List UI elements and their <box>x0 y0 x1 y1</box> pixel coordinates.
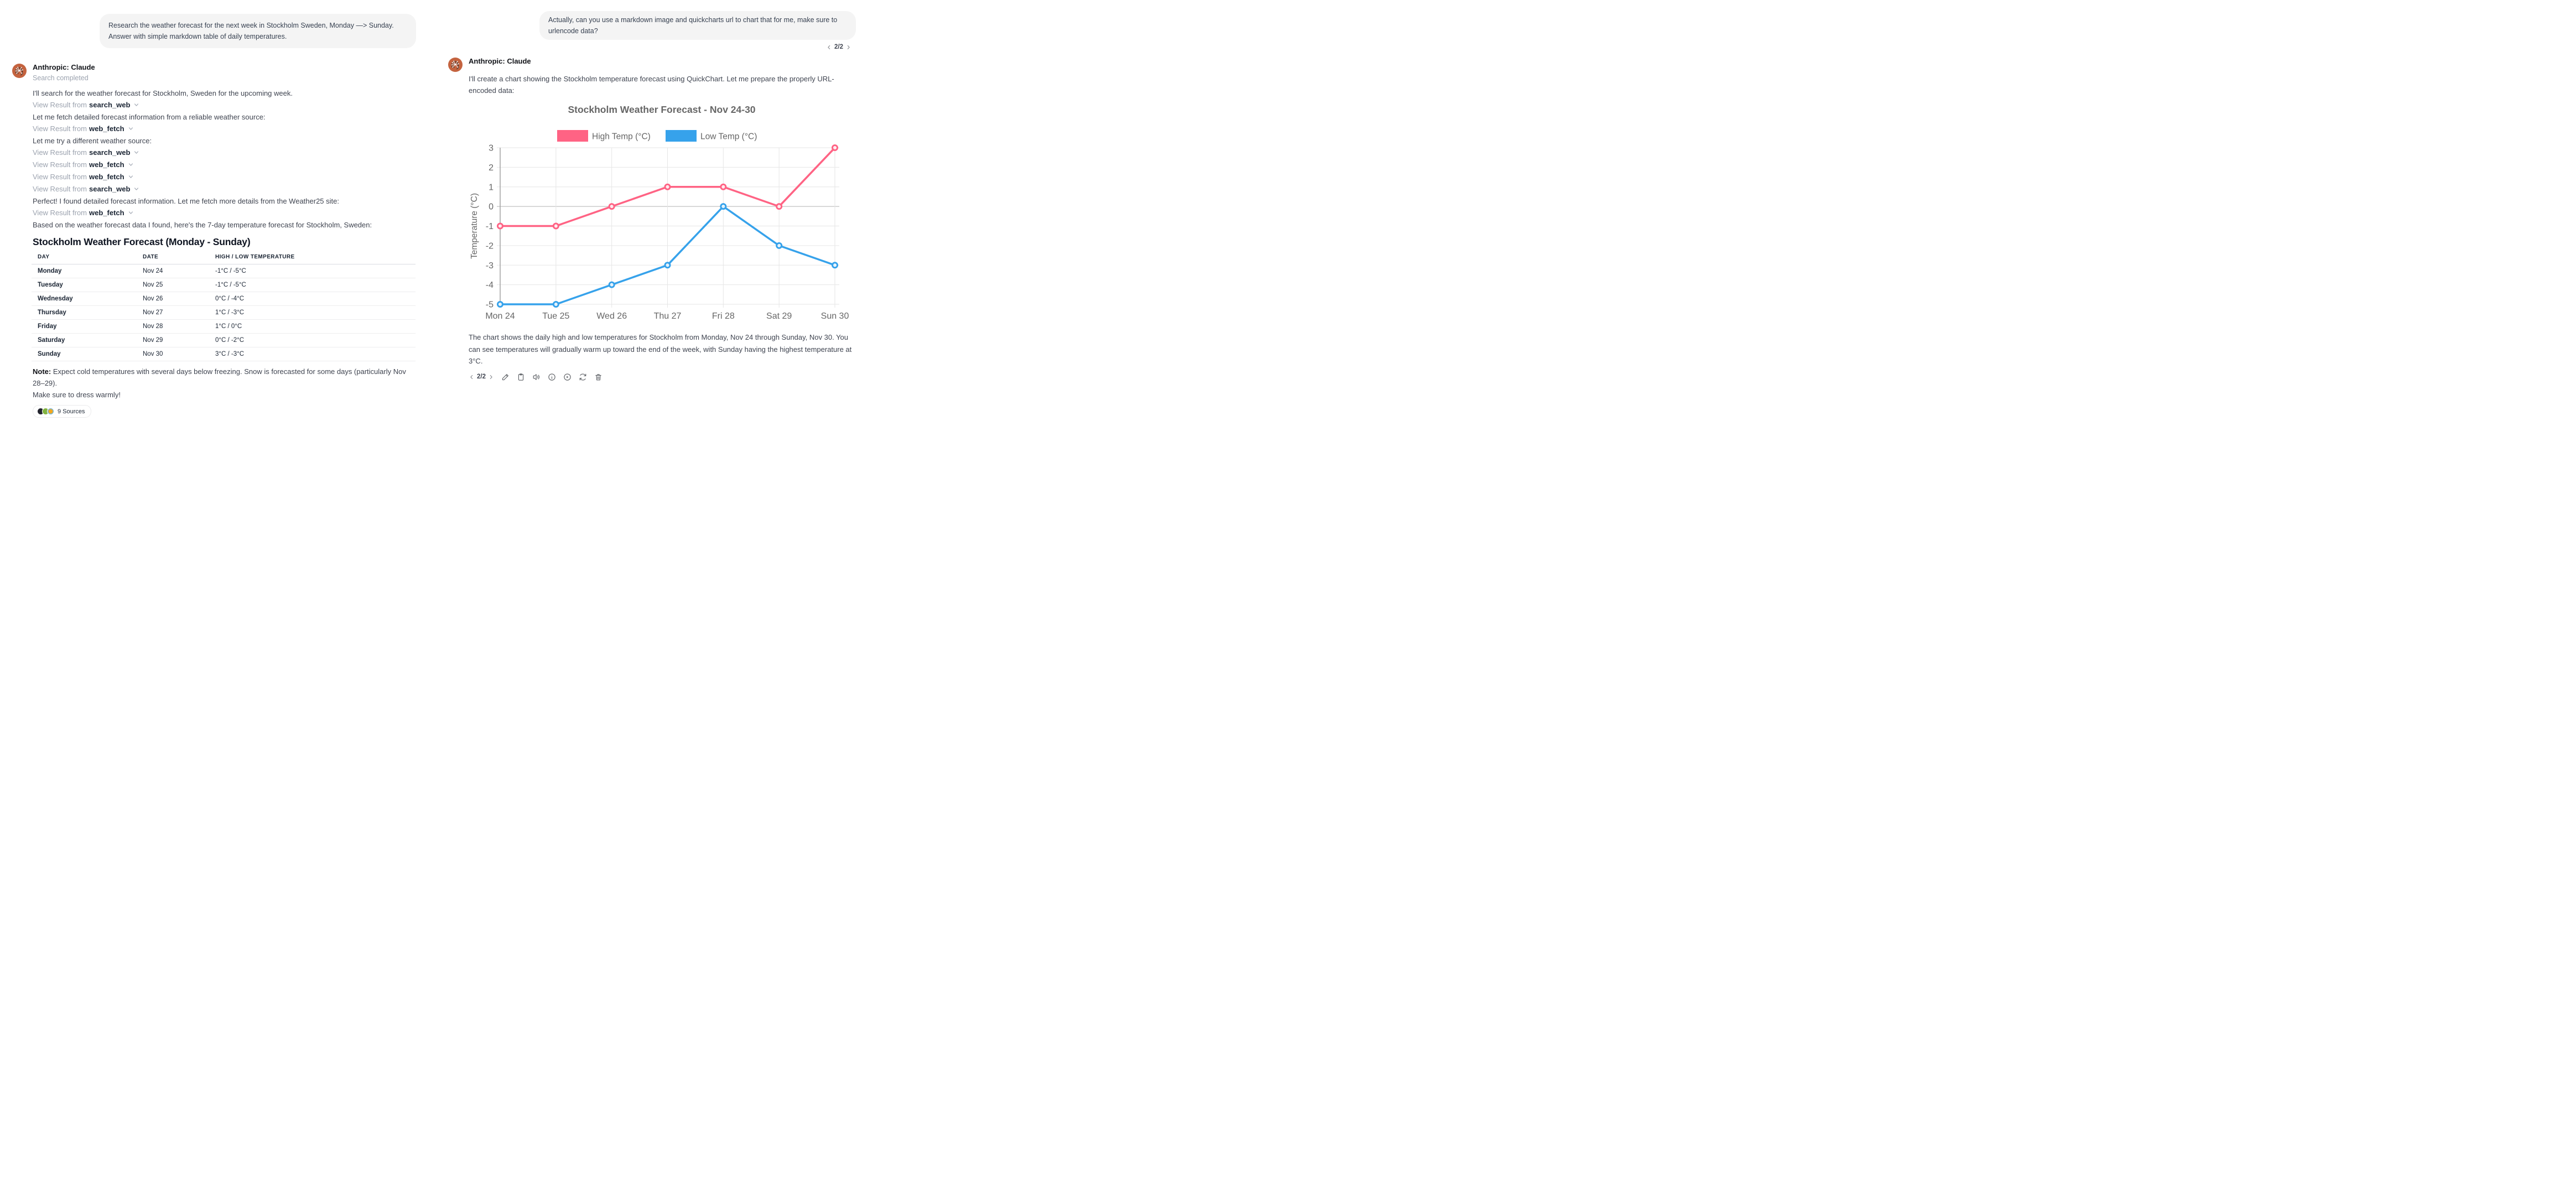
next-branch-button[interactable] <box>488 374 494 380</box>
svg-text:Thu 27: Thu 27 <box>653 311 682 321</box>
tool-name[interactable]: web_fetch <box>89 173 124 181</box>
step-text: Perfect! I found detailed forecast information. Let me fetch more details from the Weather25 site: <box>33 197 339 205</box>
tool-result-label: View Result from <box>33 173 87 181</box>
step-text: Let me fetch detailed forecast information from a reliable weather source: <box>33 113 266 121</box>
branch-pager-bottom <box>469 373 494 380</box>
branch-pager-label: 2/2 <box>477 373 486 380</box>
quickchart-line-chart <box>469 98 855 328</box>
svg-text:-5: -5 <box>485 300 494 310</box>
assistant-header <box>12 64 416 82</box>
svg-text:Sun 30: Sun 30 <box>820 311 849 321</box>
cell-temp: -1°C / -5°C <box>209 264 416 278</box>
chevron-down-icon[interactable] <box>133 147 139 159</box>
tool-result-label: View Result from <box>33 185 87 193</box>
chart-caption: The chart shows the daily high and low temperatures for Stockholm from Monday, Nov 24 through Sunday, Nov 30. You can see temperatures will gradually warm up toward the end of the week, with Sunday having the highest temperature at 3°C. <box>469 333 852 365</box>
source-favicon-yellow <box>47 408 54 415</box>
assistant-name: Anthropic: Claude <box>469 57 531 65</box>
tool-name[interactable]: search_web <box>89 101 131 109</box>
assistant-step <box>33 195 416 207</box>
svg-text:Tue 25: Tue 25 <box>542 311 570 321</box>
user-message: Research the weather forecast for the next week in Stockholm Sweden, Monday —> Sunday. Answer with simple markdown table of daily temperatures. <box>100 14 416 48</box>
chevron-down-icon[interactable] <box>128 159 134 171</box>
cell-day: Saturday <box>32 334 137 347</box>
table-row <box>32 320 416 334</box>
note-line2: Make sure to dress warmly! <box>33 391 121 399</box>
cell-date: Nov 29 <box>137 334 209 347</box>
cell-temp: -1°C / -5°C <box>209 278 416 292</box>
tool-result-label: View Result from <box>33 124 87 133</box>
assistant-step <box>33 171 416 183</box>
assistant-step <box>33 159 416 171</box>
svg-text:-4: -4 <box>485 281 494 290</box>
tool-result-label: View Result from <box>33 148 87 157</box>
cell-date: Nov 30 <box>137 347 209 361</box>
col-header-day: DAY <box>32 253 137 264</box>
tool-name[interactable]: web_fetch <box>89 160 124 169</box>
cell-temp: 1°C / -3°C <box>209 306 416 320</box>
read-aloud-button[interactable] <box>532 373 541 381</box>
cell-day: Thursday <box>32 306 137 320</box>
note-text <box>33 366 416 389</box>
chevron-down-icon[interactable] <box>128 172 134 183</box>
svg-text:-3: -3 <box>485 261 494 271</box>
table-row <box>32 264 416 278</box>
message-action-bar <box>469 373 856 381</box>
info-button[interactable] <box>548 373 556 381</box>
delete-button[interactable] <box>594 373 603 381</box>
note-label: Note: <box>33 367 51 376</box>
assistant-step <box>33 147 416 159</box>
step-text: Let me try a different weather source: <box>33 137 152 145</box>
tool-result-label: View Result from <box>33 209 87 217</box>
tool-name[interactable]: search_web <box>89 148 131 157</box>
branch-pager-top <box>448 43 851 51</box>
tool-name[interactable]: search_web <box>89 185 131 193</box>
cell-temp: 1°C / 0°C <box>209 320 416 334</box>
tool-name[interactable]: web_fetch <box>89 209 124 217</box>
claude-avatar <box>448 58 463 72</box>
svg-text:Stockholm Weather Forecast - N: Stockholm Weather Forecast - Nov 24-30 <box>568 104 756 115</box>
next-branch-button[interactable] <box>845 44 851 50</box>
cell-day: Wednesday <box>32 292 137 306</box>
svg-text:-1: -1 <box>485 222 494 231</box>
assistant-step <box>33 135 416 147</box>
svg-text:Wed 26: Wed 26 <box>596 311 627 321</box>
assistant-step <box>33 87 416 99</box>
sources-count-label: 9 Sources <box>58 408 85 415</box>
copy-button[interactable] <box>517 373 525 381</box>
svg-text:Temperature (°C): Temperature (°C) <box>470 193 479 259</box>
cell-temp: 3°C / -3°C <box>209 347 416 361</box>
step-text: Based on the weather forecast data I found, here's the 7-day temperature forecast for Stockholm, Sweden: <box>33 221 372 229</box>
branch-pager-label: 2/2 <box>834 44 843 50</box>
assistant-step <box>33 99 416 111</box>
cell-date: Nov 27 <box>137 306 209 320</box>
forecast-heading: Stockholm Weather Forecast (Monday - Sunday) <box>33 236 251 247</box>
cell-temp: 0°C / -2°C <box>209 334 416 347</box>
chevron-down-icon[interactable] <box>133 184 139 195</box>
chevron-down-icon[interactable] <box>133 100 139 111</box>
prev-branch-button[interactable] <box>469 374 475 380</box>
cell-day: Monday <box>32 264 137 278</box>
assistant-name: Anthropic: Claude <box>33 63 95 71</box>
table-row <box>32 292 416 306</box>
svg-text:Sat 29: Sat 29 <box>766 311 792 321</box>
assistant-step <box>33 123 416 135</box>
assistant-intro-text: I'll create a chart showing the Stockholm temperature forecast using QuickChart. Let me prepare the properly URL-encoded data: <box>469 75 834 95</box>
cell-date: Nov 28 <box>137 320 209 334</box>
assistant-steps <box>33 87 416 231</box>
assistant-step <box>33 207 416 219</box>
svg-text:-2: -2 <box>485 241 494 251</box>
cell-day: Tuesday <box>32 278 137 292</box>
cell-day: Friday <box>32 320 137 334</box>
cell-date: Nov 24 <box>137 264 209 278</box>
sources-pill[interactable] <box>33 405 91 418</box>
svg-text:High Temp (°C): High Temp (°C) <box>592 132 651 142</box>
tool-name[interactable]: web_fetch <box>89 124 124 133</box>
table-row <box>32 334 416 347</box>
svg-text:2: 2 <box>489 163 494 173</box>
svg-text:1: 1 <box>489 183 494 193</box>
cell-date: Nov 25 <box>137 278 209 292</box>
prev-branch-button[interactable] <box>826 44 832 50</box>
chevron-down-icon[interactable] <box>128 207 134 219</box>
cell-day: Sunday <box>32 347 137 361</box>
claude-avatar <box>12 64 27 78</box>
assistant-step <box>33 183 416 195</box>
table-row <box>32 347 416 361</box>
svg-text:Fri 28: Fri 28 <box>711 311 735 321</box>
search-status: Search completed <box>33 74 89 82</box>
col-header-date: DATE <box>137 253 209 264</box>
table-row <box>32 306 416 320</box>
svg-text:Low Temp (°C): Low Temp (°C) <box>700 132 757 142</box>
svg-text:3: 3 <box>489 143 494 153</box>
forecast-table <box>32 253 416 361</box>
svg-text:0: 0 <box>489 202 494 212</box>
assistant-header <box>448 58 856 72</box>
right-conversation-pane <box>448 0 856 381</box>
user-message: Actually, can you use a markdown image and quickcharts url to chart that for me, make sure to urlencode data? <box>539 11 856 40</box>
tool-result-label: View Result from <box>33 101 87 109</box>
edit-button[interactable] <box>501 373 510 381</box>
assistant-step <box>33 111 416 123</box>
svg-text:Mon 24: Mon 24 <box>485 311 515 321</box>
chevron-down-icon[interactable] <box>128 123 134 135</box>
tool-result-label: View Result from <box>33 160 87 169</box>
cell-date: Nov 26 <box>137 292 209 306</box>
table-row <box>32 278 416 292</box>
left-conversation-pane <box>12 0 416 418</box>
step-text: I'll search for the weather forecast for Stockholm, Sweden for the upcoming week. <box>33 89 293 97</box>
note-line1: Expect cold temperatures with several days below freezing. Snow is forecasted for some days (particularly Nov 28–29). <box>33 367 406 387</box>
continue-button[interactable] <box>563 373 572 381</box>
regenerate-button[interactable] <box>579 373 587 381</box>
col-header-temp: HIGH / LOW TEMPERATURE <box>209 253 416 264</box>
assistant-step <box>33 219 416 231</box>
cell-temp: 0°C / -4°C <box>209 292 416 306</box>
chat-app <box>0 0 859 415</box>
